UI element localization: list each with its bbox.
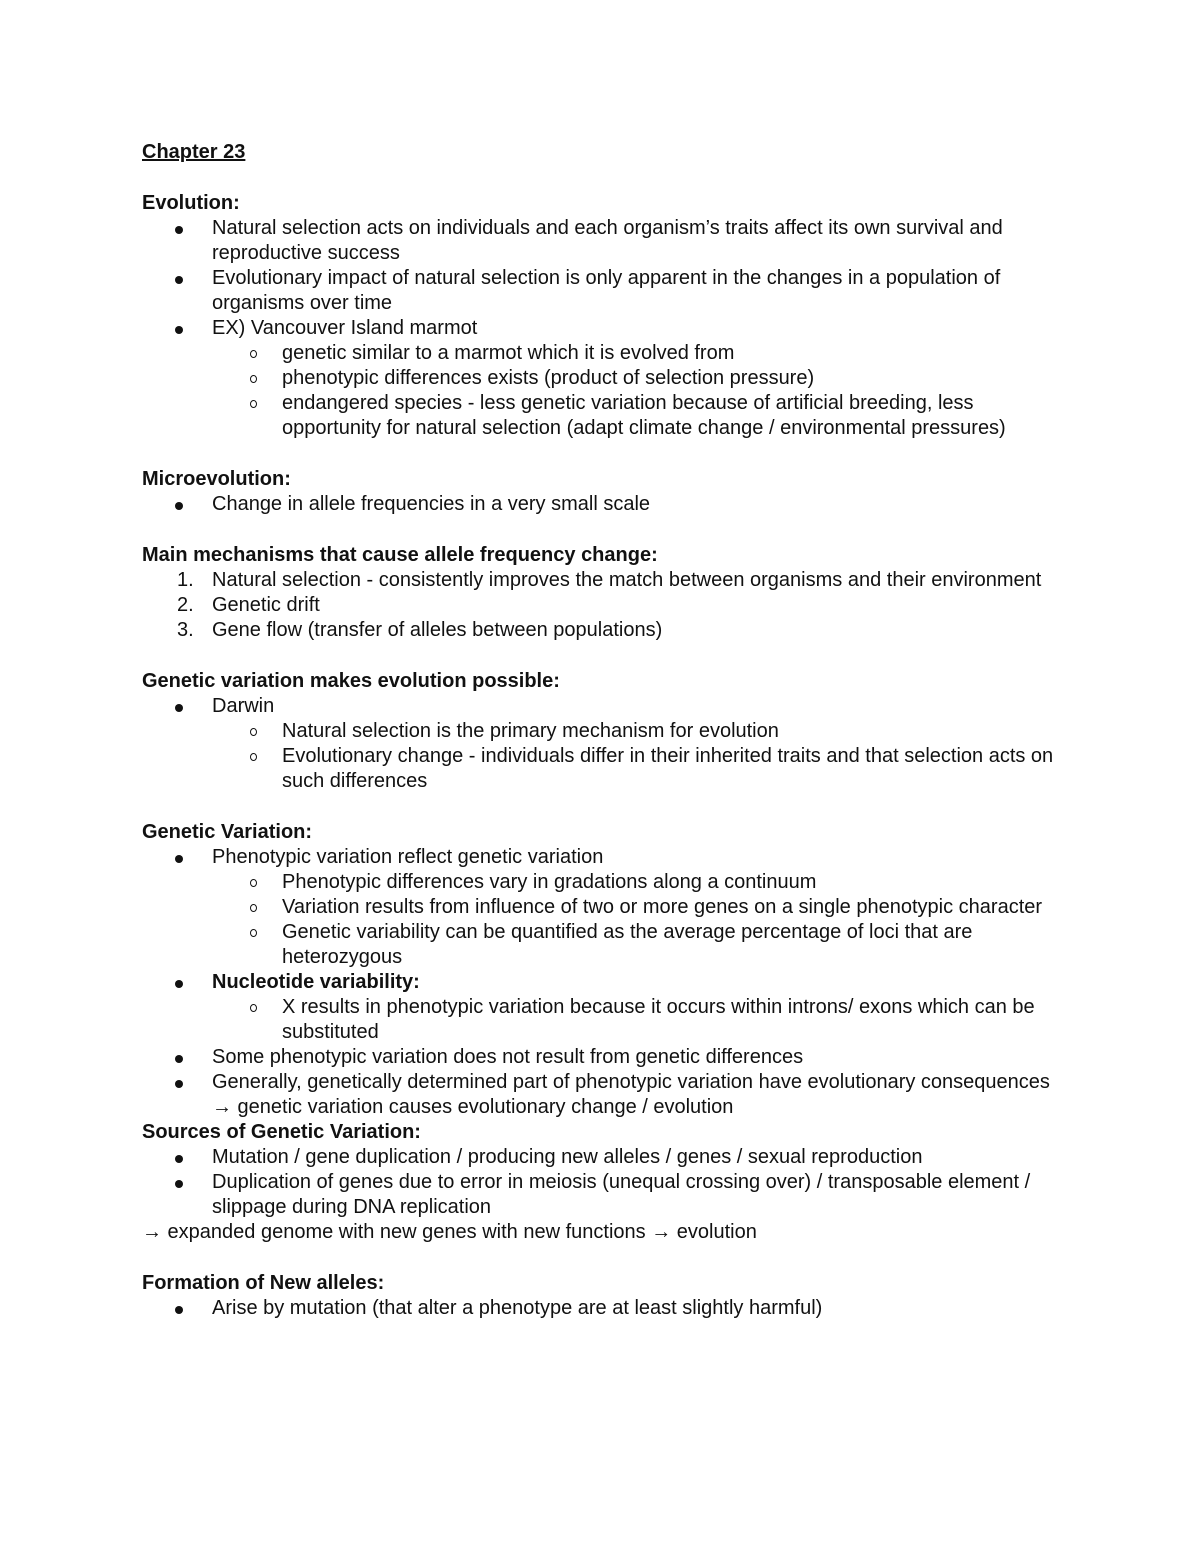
list-item: Natural selection acts on individuals and each organism’s traits affect its own survival and reproductive success (142, 216, 1062, 266)
section-heading-genetic-variation: Genetic Variation: (142, 821, 313, 843)
list-item: 3. Gene flow (transfer of alleles between populations) (177, 619, 663, 641)
circle-bullet-icon (250, 879, 257, 887)
sub-list-item: X results in phenotypic variation because it occurs within introns/ exons which can be substituted (142, 995, 1062, 1045)
sub-list-item: Evolutionary change - individuals differ in their inherited traits and that selection acts on such differences (142, 744, 1062, 794)
list-item: 2. Genetic drift (177, 594, 320, 616)
list-item: Mutation / gene duplication / producing new alleles / genes / sexual reproduction (142, 1145, 1062, 1170)
circle-bullet-icon (250, 400, 257, 408)
list-item: Duplication of genes due to error in meiosis (unequal crossing over) / transposable element / slippage during DNA replication (142, 1170, 1062, 1220)
bullet-icon (175, 1055, 183, 1063)
bullet-icon (175, 226, 183, 234)
bullet-icon (175, 1306, 183, 1314)
list-item: Generally, genetically determined part of phenotypic variation have evolutionary consequences → genetic variation causes evolutionary change / evolution (142, 1070, 1062, 1120)
bullet-icon (175, 1080, 183, 1088)
bullet-icon (175, 502, 183, 510)
bullet-icon (175, 1180, 183, 1188)
bullet-icon (175, 980, 183, 988)
list-item: Some phenotypic variation does not result from genetic differences (142, 1045, 1062, 1070)
microevolution-list (142, 492, 1062, 517)
sub-list-item: Variation results from influence of two or more genes on a single phenotypic character (142, 895, 1062, 920)
sub-list-item: phenotypic differences exists (product of selection pressure) (142, 366, 1062, 391)
section-heading-sources: Sources of Genetic Variation: (142, 1121, 421, 1143)
list-item: Phenotypic variation reflect genetic variation (142, 845, 1062, 870)
circle-bullet-icon (250, 904, 257, 912)
circle-bullet-icon (250, 728, 257, 736)
sub-list-item: Natural selection is the primary mechanism for evolution (142, 719, 1062, 744)
list-item: Change in allele frequencies in a very small scale (142, 492, 1062, 517)
bullet-icon (175, 276, 183, 284)
section-heading-variation-possible: Genetic variation makes evolution possible: (142, 670, 560, 692)
genetic-variation-list (142, 845, 1062, 1120)
sources-conclusion: → expanded genome with new genes with new functions → evolution (142, 1221, 757, 1243)
sub-list-item: endangered species - less genetic variation because of artificial breeding, less opportunity for natural selection (adapt climate change / environmental pressures) (142, 391, 1062, 441)
bullet-icon (175, 326, 183, 334)
section-heading-evolution: Evolution: (142, 192, 240, 214)
new-alleles-list (142, 1296, 1062, 1321)
evolution-list (142, 216, 1062, 441)
bullet-icon (175, 1155, 183, 1163)
section-heading-microevolution: Microevolution: (142, 468, 291, 490)
sub-list-item: Genetic variability can be quantified as the average percentage of loci that are heterozygous (142, 920, 1062, 970)
circle-bullet-icon (250, 350, 257, 358)
circle-bullet-icon (250, 753, 257, 761)
bullet-icon (175, 704, 183, 712)
variation-possible-list (142, 694, 1062, 794)
section-heading-mechanisms: Main mechanisms that cause allele frequency change: (142, 544, 658, 566)
list-item: Evolutionary impact of natural selection is only apparent in the changes in a population of organisms over time (142, 266, 1062, 316)
section-heading-new-alleles: Formation of New alleles: (142, 1272, 385, 1294)
circle-bullet-icon (250, 929, 257, 937)
list-item: Arise by mutation (that alter a phenotype are at least slightly harmful) (142, 1296, 1062, 1321)
list-item: Darwin (142, 694, 1062, 719)
list-item: EX) Vancouver Island marmot (142, 316, 1062, 341)
document-page (142, 140, 1062, 1321)
bullet-icon (175, 855, 183, 863)
sub-list-item: genetic similar to a marmot which it is evolved from (142, 341, 1062, 366)
sources-list (142, 1145, 1062, 1220)
list-item: 1. Natural selection - consistently improves the match between organisms and their environment (177, 569, 1042, 591)
circle-bullet-icon (250, 375, 257, 383)
list-item: Nucleotide variability: (142, 970, 1062, 995)
page-title: Chapter 23 (142, 141, 246, 163)
sub-list-item: Phenotypic differences vary in gradations along a continuum (142, 870, 1062, 895)
circle-bullet-icon (250, 1004, 257, 1012)
mechanisms-list (142, 568, 1062, 643)
